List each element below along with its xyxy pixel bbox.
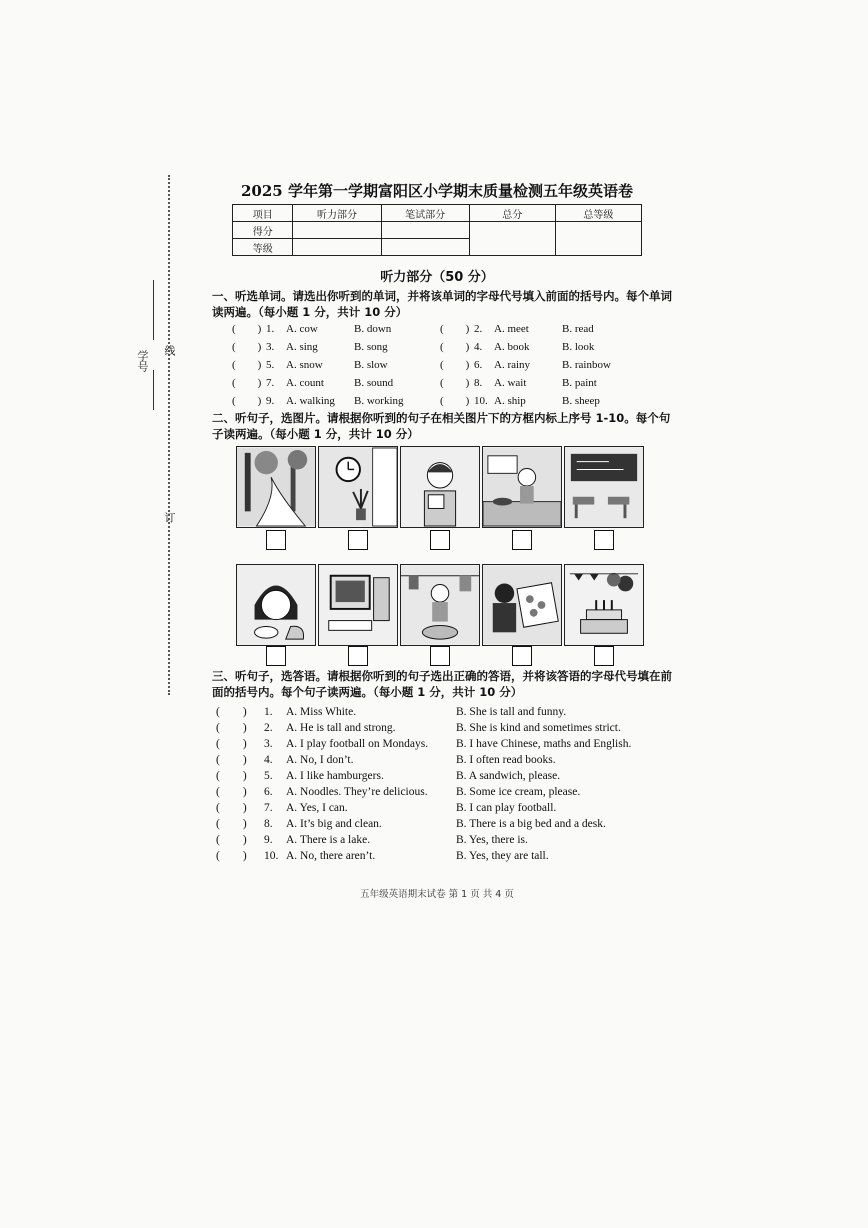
answer-box[interactable] [512, 530, 532, 550]
part1-instruction: 一、听选单词。请选出你听到的单词，并将该单词的字母代号填入前面的括号内。每个单词读两遍。（每小题 1 分，共计 10 分） [212, 289, 672, 319]
picture-birthday-cake [564, 564, 644, 646]
answer-blank[interactable]: ( ) [440, 395, 470, 407]
answer-blank[interactable]: ( ) [440, 377, 470, 389]
answer-blank[interactable]: ( ) [216, 754, 247, 766]
option-b: B. sheep [562, 395, 600, 407]
picture-row-1 [236, 446, 644, 528]
option-b: B. paint [562, 377, 597, 389]
listening-section-title: 听力部分（50 分） [380, 270, 494, 285]
answer-blank[interactable]: ( ) [440, 359, 470, 371]
option-a: A. No, I don’t. [286, 754, 354, 766]
option-b: B. sound [354, 377, 394, 389]
total-score-cell[interactable] [469, 222, 555, 256]
answer-box[interactable] [512, 646, 532, 666]
option-b: B. A sandwich, please. [456, 770, 561, 782]
option-a: A. He is tall and strong. [286, 722, 396, 734]
response-item [216, 767, 560, 783]
picture-clock-window [318, 446, 398, 528]
word-item [440, 374, 597, 390]
picture-washing-clothes [400, 564, 480, 646]
score-row-label: 得分 [233, 222, 293, 239]
option-a: A. There is a lake. [286, 834, 371, 846]
option-a: A. I like hamburgers. [286, 770, 384, 782]
answer-blank[interactable]: ( ) [216, 770, 247, 782]
response-item [216, 783, 580, 799]
option-a: A. rainy [494, 359, 531, 371]
picture-girl-tea [236, 564, 316, 646]
item-number: 4. [474, 341, 483, 353]
answer-blank[interactable]: ( ) [440, 341, 470, 353]
answer-box[interactable] [430, 530, 450, 550]
score-row-label: 等级 [233, 239, 293, 256]
item-number: 7. [264, 802, 273, 814]
answer-box[interactable] [266, 530, 286, 550]
picture-forest-river [236, 446, 316, 528]
answer-blank[interactable]: ( ) [216, 786, 247, 798]
score-cell[interactable] [381, 222, 469, 239]
option-b: B. read [562, 323, 594, 335]
word-item [440, 392, 600, 408]
option-a: A. Miss White. [286, 706, 357, 718]
answer-blank[interactable]: ( ) [232, 359, 262, 371]
word-item [232, 338, 388, 354]
word-item [440, 320, 594, 336]
option-b: B. She is tall and funny. [456, 706, 567, 718]
part2-instruction: 二、听句子，选图片。请根据你听到的句子在相关图片下的方框内标上序号 1-10。每个句子读两遍。（每小题 1 分，共计 10 分） [212, 411, 671, 441]
answer-blank[interactable]: ( ) [232, 323, 262, 335]
item-number: 4. [264, 754, 273, 766]
option-a: A. snow [286, 359, 323, 371]
item-number: 10. [264, 850, 279, 862]
item-number: 5. [266, 359, 275, 371]
option-b: B. Some ice cream, please. [456, 786, 581, 798]
option-b: B. rainbow [562, 359, 611, 371]
option-b: B. I have Chinese, maths and English. [456, 738, 632, 750]
score-table-header-row [233, 205, 642, 222]
answer-blank[interactable]: ( ) [216, 802, 247, 814]
item-number: 2. [264, 722, 273, 734]
answer-box[interactable] [594, 530, 614, 550]
student-id-label: 学号 [136, 350, 149, 372]
score-cell[interactable] [293, 222, 381, 239]
response-item [216, 735, 631, 751]
score-header-cell: 总分 [469, 205, 555, 222]
item-number: 5. [264, 770, 273, 782]
score-header-cell: 笔试部分 [381, 205, 469, 222]
option-a: A. book [494, 341, 530, 353]
answer-blank[interactable]: ( ) [440, 323, 470, 335]
response-item [216, 847, 549, 863]
answer-blank[interactable]: ( ) [216, 818, 247, 830]
response-item [216, 815, 606, 831]
option-a: A. Noodles. They’re delicious. [286, 786, 428, 798]
picture-boy-painting [482, 564, 562, 646]
score-table [232, 204, 642, 256]
option-a: A. cow [286, 323, 318, 335]
item-number: 6. [264, 786, 273, 798]
item-number: 3. [264, 738, 273, 750]
picture-kitchen-cooking [482, 446, 562, 528]
answer-box[interactable] [594, 646, 614, 666]
option-b: B. working [354, 395, 404, 407]
option-b: B. Yes, there is. [456, 834, 528, 846]
item-number: 1. [264, 706, 273, 718]
option-b: B. I often read books. [456, 754, 556, 766]
word-item [440, 356, 611, 372]
item-number: 8. [474, 377, 483, 389]
response-item [216, 831, 528, 847]
picture-girl-reading [400, 446, 480, 528]
binding-mark-ding: 订 [163, 512, 176, 523]
option-b: B. I can play football. [456, 802, 557, 814]
item-number: 3. [266, 341, 275, 353]
score-header-cell: 总等级 [555, 205, 641, 222]
item-number: 8. [264, 818, 273, 830]
response-item [216, 799, 556, 815]
answer-blank[interactable]: ( ) [232, 341, 262, 353]
option-b: B. There is a big bed and a desk. [456, 818, 606, 830]
answer-blank[interactable]: ( ) [232, 377, 262, 389]
answer-box[interactable] [348, 530, 368, 550]
answer-box[interactable] [266, 646, 286, 666]
answer-blank[interactable]: ( ) [216, 850, 247, 862]
word-item [232, 320, 391, 336]
option-b: B. She is kind and sometimes strict. [456, 722, 621, 734]
answer-box[interactable] [430, 646, 450, 666]
answer-blank[interactable]: ( ) [216, 834, 247, 846]
item-number: 6. [474, 359, 483, 371]
part3-instruction: 三、听句子，选答语。请根据你听到的句子选出正确的答语，并将该答语的字母代号填在前面的括号内。每个句子读两遍。（每小题 1 分，共计 10 分） [212, 669, 672, 699]
option-a: A. wait [494, 377, 527, 389]
exam-title: 2025 学年第一学期富阳区小学期末质量检测五年级英语卷 [241, 182, 633, 200]
response-item [216, 751, 556, 767]
option-a: A. No, there aren’t. [286, 850, 376, 862]
word-item [232, 356, 388, 372]
option-b: B. down [354, 323, 392, 335]
word-item [232, 392, 404, 408]
student-id-blank-line-lower [153, 370, 154, 410]
answer-box-row-2 [236, 646, 644, 668]
option-a: A. Yes, I can. [286, 802, 348, 814]
option-a: A. walking [286, 395, 335, 407]
grade-cell[interactable] [381, 239, 469, 256]
item-number: 10. [474, 395, 488, 407]
score-table-row [233, 222, 642, 239]
picture-classroom-blackboard [564, 446, 644, 528]
binding-mark-xian: 线 [163, 345, 176, 356]
answer-blank[interactable]: ( ) [216, 738, 247, 750]
total-grade-cell[interactable] [555, 222, 641, 256]
item-number: 2. [474, 323, 483, 335]
option-b: B. Yes, they are tall. [456, 850, 549, 862]
option-b: B. slow [354, 359, 388, 371]
score-header-cell: 听力部分 [293, 205, 381, 222]
answer-box-row-1 [236, 530, 644, 552]
answer-box[interactable] [348, 646, 368, 666]
picture-computer [318, 564, 398, 646]
word-item [440, 338, 594, 354]
option-a: A. I play football on Mondays. [286, 738, 429, 750]
response-item [216, 719, 621, 735]
option-a: A. sing [286, 341, 318, 353]
option-a: A. meet [494, 323, 529, 335]
score-header-cell: 项目 [233, 205, 293, 222]
item-number: 1. [266, 323, 275, 335]
item-number: 9. [266, 395, 275, 407]
student-id-blank-line [153, 280, 154, 340]
option-b: B. song [354, 341, 388, 353]
response-item [216, 703, 566, 719]
answer-blank[interactable]: ( ) [216, 722, 247, 734]
option-a: A. ship [494, 395, 526, 407]
page-footer: 五年级英语期末试卷 第 1 页 共 4 页 [360, 889, 514, 900]
binding-dotted-line [168, 175, 170, 695]
answer-blank[interactable]: ( ) [216, 706, 247, 718]
grade-cell[interactable] [293, 239, 381, 256]
option-b: B. look [562, 341, 595, 353]
answer-blank[interactable]: ( ) [232, 395, 262, 407]
picture-row-2 [236, 564, 644, 646]
option-a: A. count [286, 377, 324, 389]
word-item [232, 374, 393, 390]
item-number: 7. [266, 377, 275, 389]
option-a: A. It’s big and clean. [286, 818, 382, 830]
item-number: 9. [264, 834, 273, 846]
